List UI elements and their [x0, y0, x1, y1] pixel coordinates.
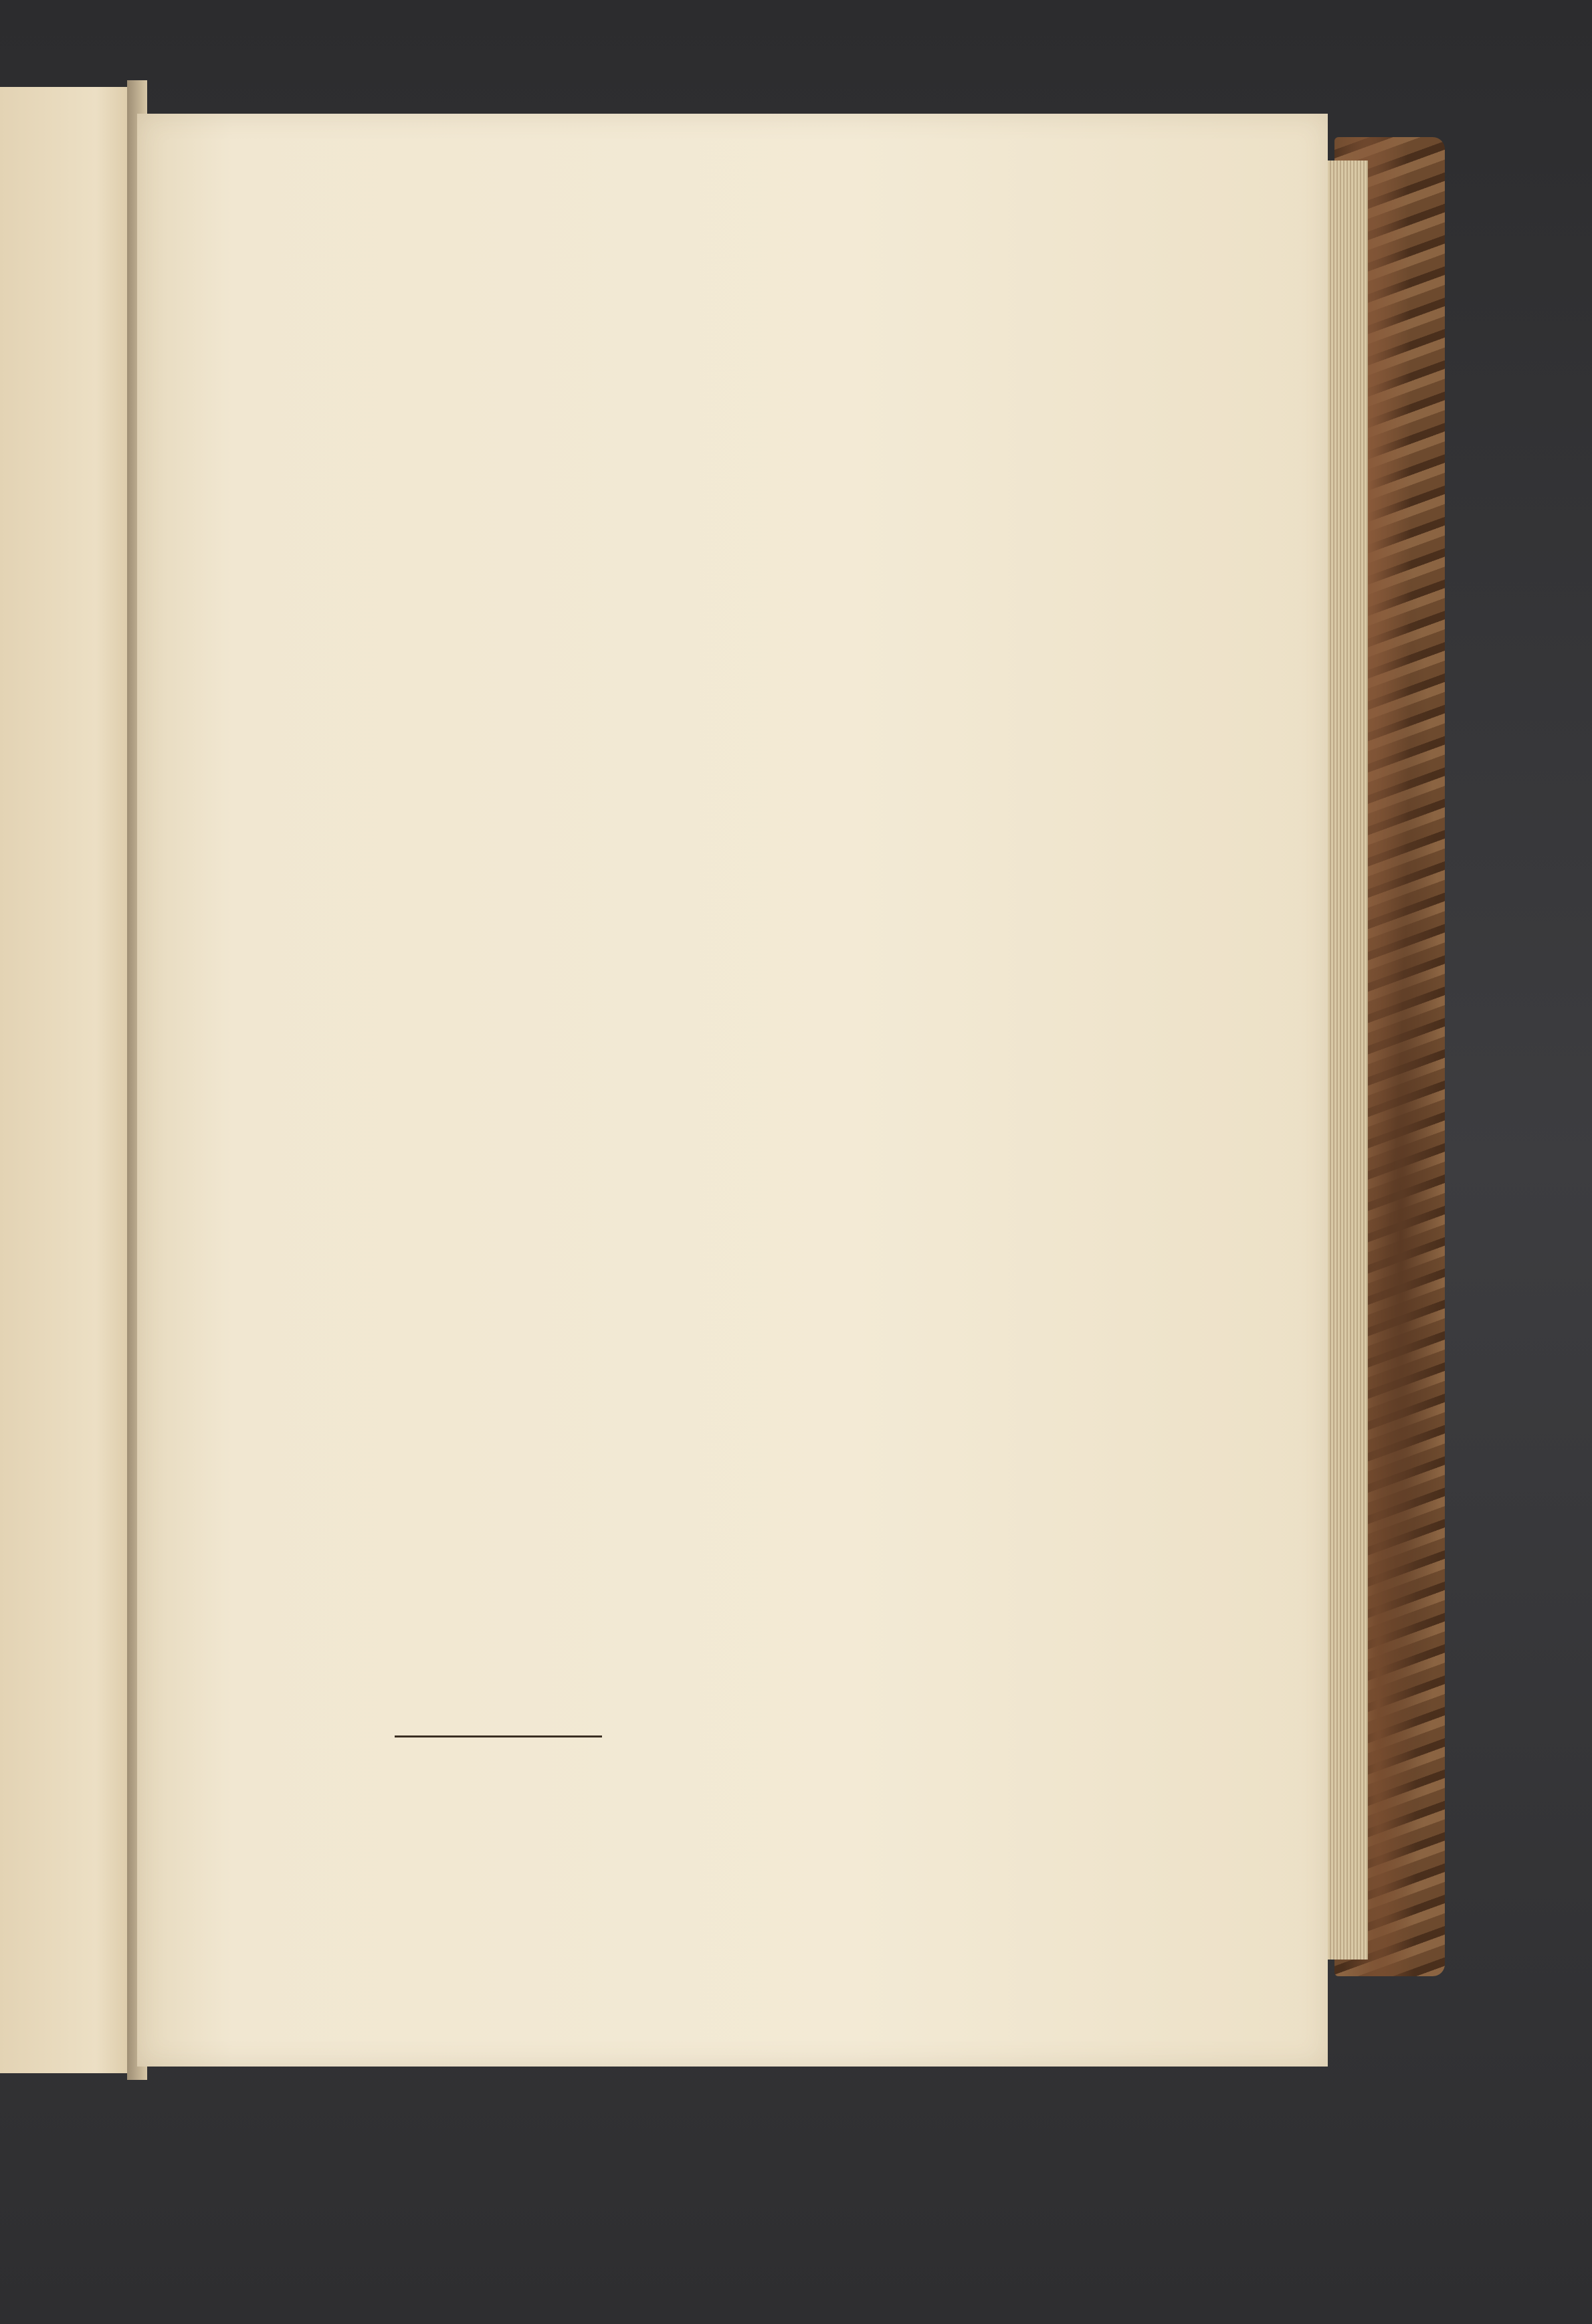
left-page: [0, 87, 137, 2073]
right-page: [137, 114, 1328, 2067]
page-edges: [1321, 161, 1368, 1960]
footnote-rule: [395, 1735, 602, 1737]
